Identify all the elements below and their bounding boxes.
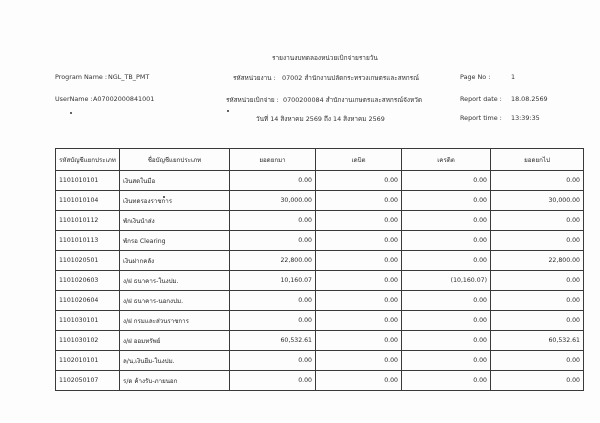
cell-closing-balance: 0.00 [491,351,584,371]
program-name-label: Program Name : [55,73,108,81]
cell-debit: 0.00 [316,331,402,351]
table-body [56,171,584,391]
cell-opening-balance: 10,160.07 [230,271,316,291]
cell-account-code: 1101020604 [56,291,120,311]
cell-account-name: ง/ฝ ออมทรัพย์ [120,331,230,351]
table-row [56,371,584,391]
trial-balance-table [55,148,584,391]
cell-debit: 0.00 [316,311,402,331]
header-account-name: ชื่อบัญชีแยกประเภท [120,149,230,171]
header-closing-balance: ยอดยกไป [491,149,584,171]
cell-credit: 0.00 [402,211,491,231]
cell-debit: 0.00 [316,171,402,191]
cell-account-name: เงินทดรองราชการ [120,191,230,211]
cell-account-name: เงินฝากคลัง [120,251,230,271]
program-name-value: NGL_TB_PMT [108,73,150,81]
page-no-value: 1 [511,73,516,81]
report-time-value: 13:39:35 [511,114,540,122]
cell-account-code: 1101010104 [56,191,120,211]
cell-opening-balance: 22,800.00 [230,251,316,271]
cell-closing-balance: 0.00 [491,291,584,311]
cell-credit: (10,160.07) [402,271,491,291]
cell-account-name: เงินสดในมือ [120,171,230,191]
cell-closing-balance: 0.00 [491,371,584,391]
cell-account-code: 1101020501 [56,251,120,271]
table-row [56,331,584,351]
report-title: รายงานงบทดลองหน่วยเบิกจ่ายรายวัน [272,54,378,62]
cell-credit: 0.00 [402,351,491,371]
agency-label: รหัสหน่วยงาน : [233,74,276,82]
cell-debit: 0.00 [316,211,402,231]
page-no-label: Page No : [460,73,491,81]
cell-account-name: ง/ฝ กรมและส่วนราชการ [120,311,230,331]
cell-debit: 0.00 [316,231,402,251]
cell-account-name: พักรอ Clearing [120,231,230,251]
cell-account-name: ง/ฝ ธนาคาร-ในงปม. [120,271,230,291]
disbursing-unit-label: รหัสหน่วยเบิกจ่าย : [226,96,279,104]
cell-credit: 0.00 [402,191,491,211]
table-row [56,351,584,371]
agency-value: 07002 สำนักงานปลัดกระทรวงเกษตรและสหกรณ์ [282,74,420,82]
table-row [56,211,584,231]
cell-debit: 0.00 [316,191,402,211]
scan-speck [70,112,72,114]
cell-credit: 0.00 [402,331,491,351]
report-time-label: Report time : [460,114,502,122]
cell-opening-balance: 0.00 [230,211,316,231]
report-date-value: 18.08.2569 [511,95,548,103]
cell-closing-balance: 60,532.61 [491,331,584,351]
cell-closing-balance: 0.00 [491,231,584,251]
table-row [56,171,584,191]
report-date-label: Report date : [460,95,502,103]
cell-account-name: ง/ฝ ธนาคาร-นอกงปม. [120,291,230,311]
username-value: A07002000841001 [93,95,155,103]
table-row [56,271,584,291]
cell-debit: 0.00 [316,251,402,271]
cell-account-code: 1102050107 [56,371,120,391]
cell-account-code: 1102010101 [56,351,120,371]
disbursing-unit-value: 0700200084 สำนักงานเกษตรและสหกรณ์จังหวัด [283,96,422,104]
table-row [56,231,584,251]
cell-account-name: พักเงินนำส่ง [120,211,230,231]
scan-speck [227,110,229,112]
cell-debit: 0.00 [316,371,402,391]
cell-account-code: 1101010112 [56,211,120,231]
cell-closing-balance: 0.00 [491,211,584,231]
username-label: UserName : [55,95,93,103]
cell-account-code: 1101030102 [56,331,120,351]
table-row [56,251,584,271]
table-row [56,311,584,331]
cell-debit: 0.00 [316,271,402,291]
cell-account-code: 1101010113 [56,231,120,251]
cell-credit: 0.00 [402,251,491,271]
cell-account-name: ล/น,เงินยืม-ในงปม. [120,351,230,371]
cell-credit: 0.00 [402,291,491,311]
cell-credit: 0.00 [402,171,491,191]
cell-account-code: 1101020603 [56,271,120,291]
header-account-code: รหัสบัญชีแยกประเภท [56,149,120,171]
table-header-row [56,149,584,171]
cell-closing-balance: 30,000.00 [491,191,584,211]
table-row [56,291,584,311]
cell-opening-balance: 0.00 [230,171,316,191]
cell-closing-balance: 0.00 [491,171,584,191]
cell-credit: 0.00 [402,371,491,391]
header-opening-balance: ยอดยกมา [230,149,316,171]
cell-opening-balance: 60,532.61 [230,331,316,351]
header-credit: เครดิต [402,149,491,171]
cell-opening-balance: 0.00 [230,291,316,311]
cell-account-code: 1101010101 [56,171,120,191]
cell-account-code: 1101030101 [56,311,120,331]
header-debit: เดบิต [316,149,402,171]
cell-credit: 0.00 [402,231,491,251]
table-row [56,191,584,211]
cell-debit: 0.00 [316,351,402,371]
cell-opening-balance: 0.00 [230,371,316,391]
cell-opening-balance: 0.00 [230,311,316,331]
cell-opening-balance: 0.00 [230,231,316,251]
cell-credit: 0.00 [402,311,491,331]
cell-opening-balance: 0.00 [230,351,316,371]
cell-closing-balance: 0.00 [491,271,584,291]
date-range: วันที่ 14 สิงหาคม 2569 ถึง 14 สิงหาคม 2569 [256,115,385,123]
cell-debit: 0.00 [316,291,402,311]
cell-closing-balance: 22,800.00 [491,251,584,271]
cell-account-name: ร/ด ค้างรับ-ภายนอก [120,371,230,391]
cell-opening-balance: 30,000.00 [230,191,316,211]
cell-closing-balance: 0.00 [491,311,584,331]
